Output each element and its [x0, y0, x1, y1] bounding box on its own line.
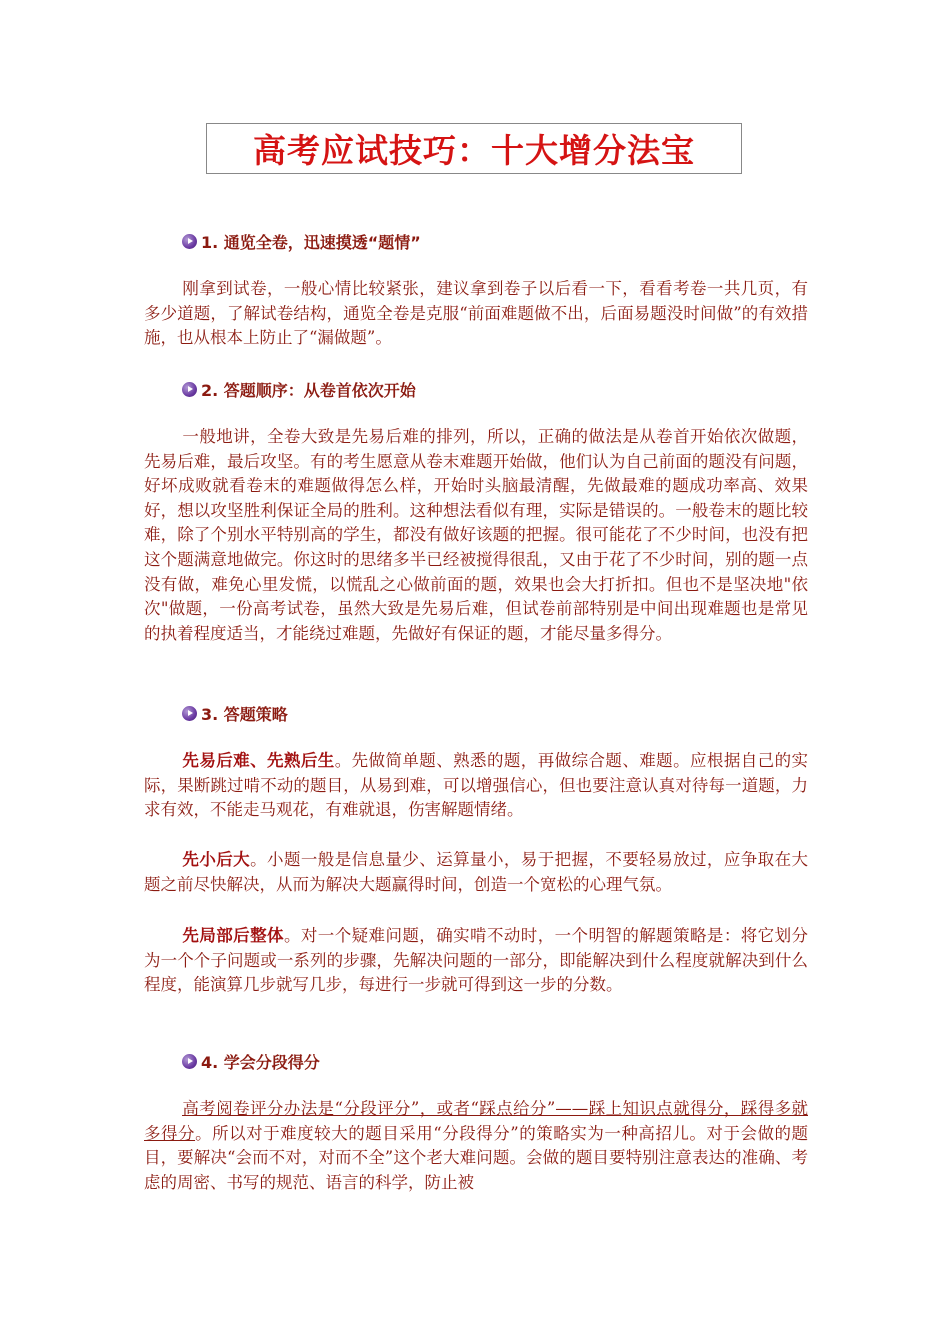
section-paragraph-1: [144, 277, 808, 351]
section-paragraph-2: [144, 425, 808, 646]
play-bullet-icon: [182, 1054, 197, 1069]
section-heading-text: 2. 答题顺序：从卷首依次开始: [201, 381, 416, 400]
paragraph-text: 刚拿到试卷，一般心情比较紧张，建议拿到卷子以后看一下，看看考卷一共几页，有多少道题，了解试卷结构，通览全卷是克服“前面难题做不出，后面易题没时间做”的有效措施，也从根本上防止了“漏做题”。: [144, 279, 808, 348]
section-heading-text: 4. 学会分段得分: [201, 1053, 320, 1072]
strategy-text: 。先做简单题、熟悉的题，再做综合题、难题。应根据自己的实际，果断跳过啃不动的题目，从易到难，可以增强信心，但也要注意认真对待每一道题，力求有效，不能走马观花，有难就退，伤害解题情绪。: [144, 751, 809, 820]
play-bullet-icon: [182, 706, 197, 721]
section-heading-3: [182, 702, 288, 725]
paragraph-text: 一般地讲，全卷大致是先易后难的排列，所以，正确的做法是从卷首开始依次做题，先易后难，最后攻坚。有的考生愿意从卷末难题开始做，他们认为自己前面的题没有问题，好坏成败就看卷末的难题做得怎么样，开始时头脑最清醒，先做最难的题成功率高、效果好，想以攻坚胜利保证全局的胜利。这种想法看似有理，实际是错误的。一般卷末的题比较难，除了个别水平特别高的学生，都没有做好该题的把握。很可能花了不少时间，也没有把这个题满意地做完。你这时的思绪多半已经被搅得很乱，又由于花了不少时间，别的题一点没有做，难免心里发慌，以慌乱之心做前面的题，效果也会大打折扣。但也不是坚决地"依次"做题，一份高考试卷，虽然大致是先易后难，但试卷前部特别是中间出现难题也是常见的执着程度适当，才能绕过难题，先做好有保证的题，才能尽量多得分。: [144, 427, 808, 643]
section-heading-text: 3. 答题策略: [201, 705, 288, 724]
strategy-text: 。小题一般是信息量少、运算量小，易于把握，不要轻易放过，应争取在大题之前尽快解决，从而为解决大题赢得时间，创造一个宽松的心理气氛。: [144, 850, 809, 894]
strategy-lead: 先局部后整体: [182, 926, 284, 945]
strategy-paragraph-1: [144, 749, 808, 823]
section-heading-2: [182, 378, 416, 401]
strategy-text: 。对一个疑难问题，确实啃不动时，一个明智的解题策略是：将它划分为一个个子问题或一系列的步骤，先解决问题的一部分，即能解决到什么程度就解决到什么程度，能演算几步就写几步，每进行一步就可得到这一步的分数。: [144, 926, 809, 995]
strategy-lead: 先小后大: [182, 850, 251, 869]
play-bullet-icon: [182, 382, 197, 397]
play-bullet-icon: [182, 234, 197, 249]
strategy-paragraph-2: [144, 848, 808, 897]
paragraph-text: 。所以对于难度较大的题目采用“分段得分”的策略实为一种高招儿。对于会做的题目，要解决“会而不对，对而不全”这个老大难问题。会做的题目要特别注意表达的准确、考虑的周密、书写的规范、语言的科学，防止被: [144, 1123, 809, 1192]
section-paragraph-4: [144, 1097, 808, 1195]
strategy-lead: 先易后难、先熟后生: [182, 751, 335, 770]
section-heading-1: [182, 230, 421, 253]
page-title: 高考应试技巧：十大增分法宝: [253, 131, 695, 170]
strategy-paragraph-3: [144, 924, 808, 998]
title-box: [206, 123, 742, 174]
section-heading-text: 1. 通览全卷，迅速摸透“题情”: [201, 233, 421, 252]
section-heading-4: [182, 1050, 320, 1073]
underlined-text: 高考阅卷评分办法是“分段评分”，或者“踩点给分”——踩上知识点就得分，踩得多就多得分: [144, 1099, 808, 1143]
